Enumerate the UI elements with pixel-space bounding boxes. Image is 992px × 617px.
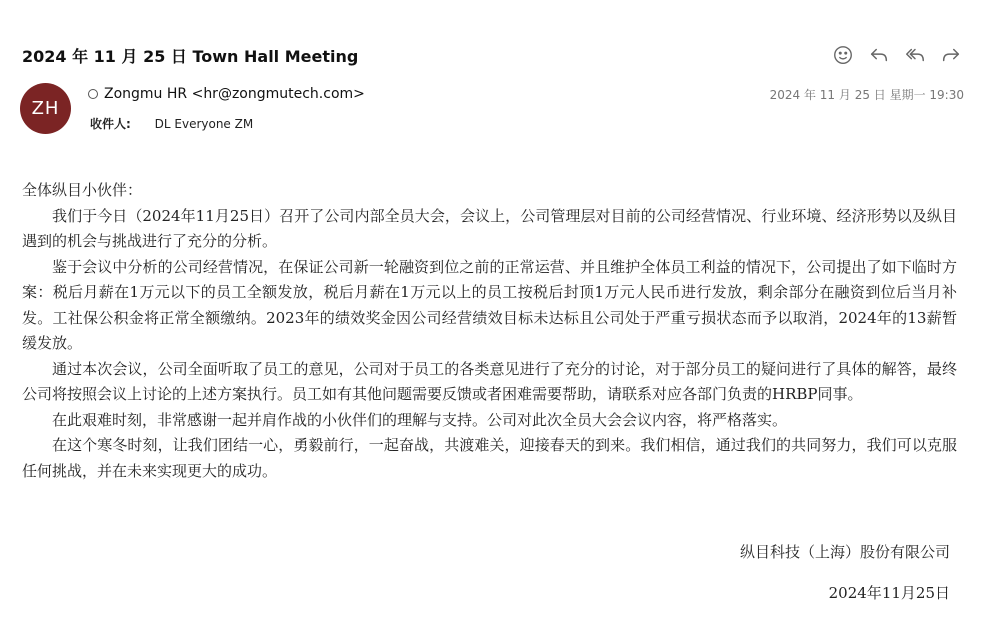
forward-icon[interactable] — [938, 43, 964, 67]
email-body — [22, 178, 957, 484]
recipient-row — [90, 115, 253, 132]
recipient-value[interactable]: DL Everyone ZM — [154, 117, 254, 131]
email-subject: 2024 年 11 月 25 日 Town Hall Meeting — [22, 47, 359, 66]
recipient-label: 收件人: — [90, 117, 131, 131]
body-paragraph: 通过本次会议，公司全面听取了员工的意见，公司对于员工的各类意见进行了充分的讨论，对于部分员工的疑问进行了具体的解答，最终公司将按照会议上讨论的上述方案执行。员工如有其他问题需要反馈或者困难需要帮助，请联系对应各部门负责的HRBP同事。 — [22, 359, 957, 403]
body-paragraph: 在这个寒冬时刻，让我们团结一心，勇毅前行，一起奋战，共渡难关，迎接春天的到来。我们相信，通过我们的共同努力，我们可以克服任何挑战，并在未来实现更大的成功。 — [22, 436, 957, 480]
body-paragraph: 鉴于会议中分析的公司经营情况，在保证公司新一轮融资到位之前的正常运营、并且维护全体员工利益的情况下，公司提出了如下临时方案：税后月薪在1万元以下的员工全额发放，税后月薪在1万元以上的员工按税后封顶1万元人民币进行发放，剩余部分在融资到位后当月补发。工社保公积金将正常全额缴纳。2023年的绩效奖金因公司经营绩效目标未达标且公司处于严重亏损状态而予以取消，2024年的13薪暂缓发放。 — [22, 257, 957, 352]
sender-address[interactable]: Zongmu HR <hr@zongmutech.com> — [104, 86, 365, 102]
body-paragraph: 我们于今日（2024年11月25日）召开了公司内部全员大会，会议上，公司管理层对目前的公司经营情况、行业环境、经济形势以及纵目遇到的机会与挑战进行了充分的分析。 — [22, 206, 957, 250]
reply-all-icon[interactable] — [902, 43, 928, 67]
signature-date: 2024年11月25日 — [828, 584, 950, 602]
email-toolbar — [830, 43, 964, 67]
email-datetime: 2024 年 11 月 25 日 星期一 19:30 — [769, 88, 964, 102]
body-paragraph: 在此艰难时刻，非常感谢一起并肩作战的小伙伴们的理解与支持。公司对此次全员大会会议内容，将严格落实。 — [52, 410, 788, 429]
reply-icon[interactable] — [866, 43, 892, 67]
email-greeting: 全体纵目小伙伴： — [22, 181, 143, 199]
sender-status-icon — [88, 89, 98, 99]
avatar: ZH — [20, 83, 71, 134]
signature-company: 纵目科技（上海）股份有限公司 — [739, 543, 950, 561]
smiley-icon[interactable] — [830, 43, 856, 67]
sender-row — [88, 86, 365, 102]
